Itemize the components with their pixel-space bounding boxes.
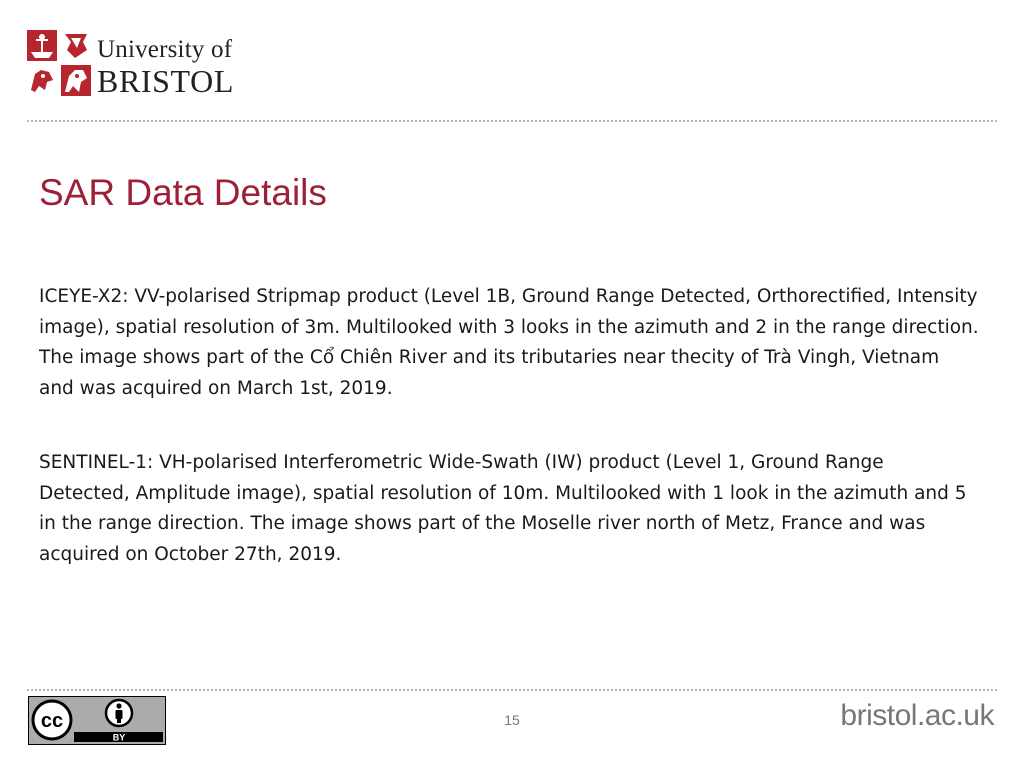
paragraph-sentinel: SENTINEL-1: VH-polarised Interferometric Wide-Swath (IW) product (Level 1, Ground Range Detected, Amplitude image), spatial resolution of 10m. Multilooked with 1 look in the azimuth and 5 in the range direction. The image shows part of the Moselle river north of Metz, France and was acquired on October 27th, 2019. <box>39 452 967 565</box>
university-logo <box>27 30 257 100</box>
header-divider <box>27 120 997 122</box>
slide-title: SAR Data Details <box>39 172 327 213</box>
cc-label: cc <box>40 710 64 732</box>
logo-text-bristol: BRISTOL <box>97 63 234 99</box>
creative-commons-icon <box>33 701 71 739</box>
cc-by-license-badge[interactable] <box>28 696 166 745</box>
university-crest-icon <box>27 30 91 96</box>
paragraph-iceye: ICEYE-X2: VV-polarised Stripmap product (Level 1B, Ground Range Detected, Orthorectified, Intensity image), spatial resolution of 3m. Multilooked with 3 looks in the azimuth and 2 in the range direction. The image shows part of the Cổ Chiên River and its tributaries near thecity of Trà Vingh, Vietnam and was acquired on March 1st, 2019. <box>39 286 979 399</box>
by-label: BY <box>112 732 126 743</box>
page-number: 15 <box>504 712 520 728</box>
logo-text-university-of: University of <box>97 36 233 63</box>
site-url[interactable]: bristol.ac.uk <box>840 699 994 732</box>
attribution-person-icon <box>106 700 132 726</box>
footer-divider <box>27 689 997 691</box>
